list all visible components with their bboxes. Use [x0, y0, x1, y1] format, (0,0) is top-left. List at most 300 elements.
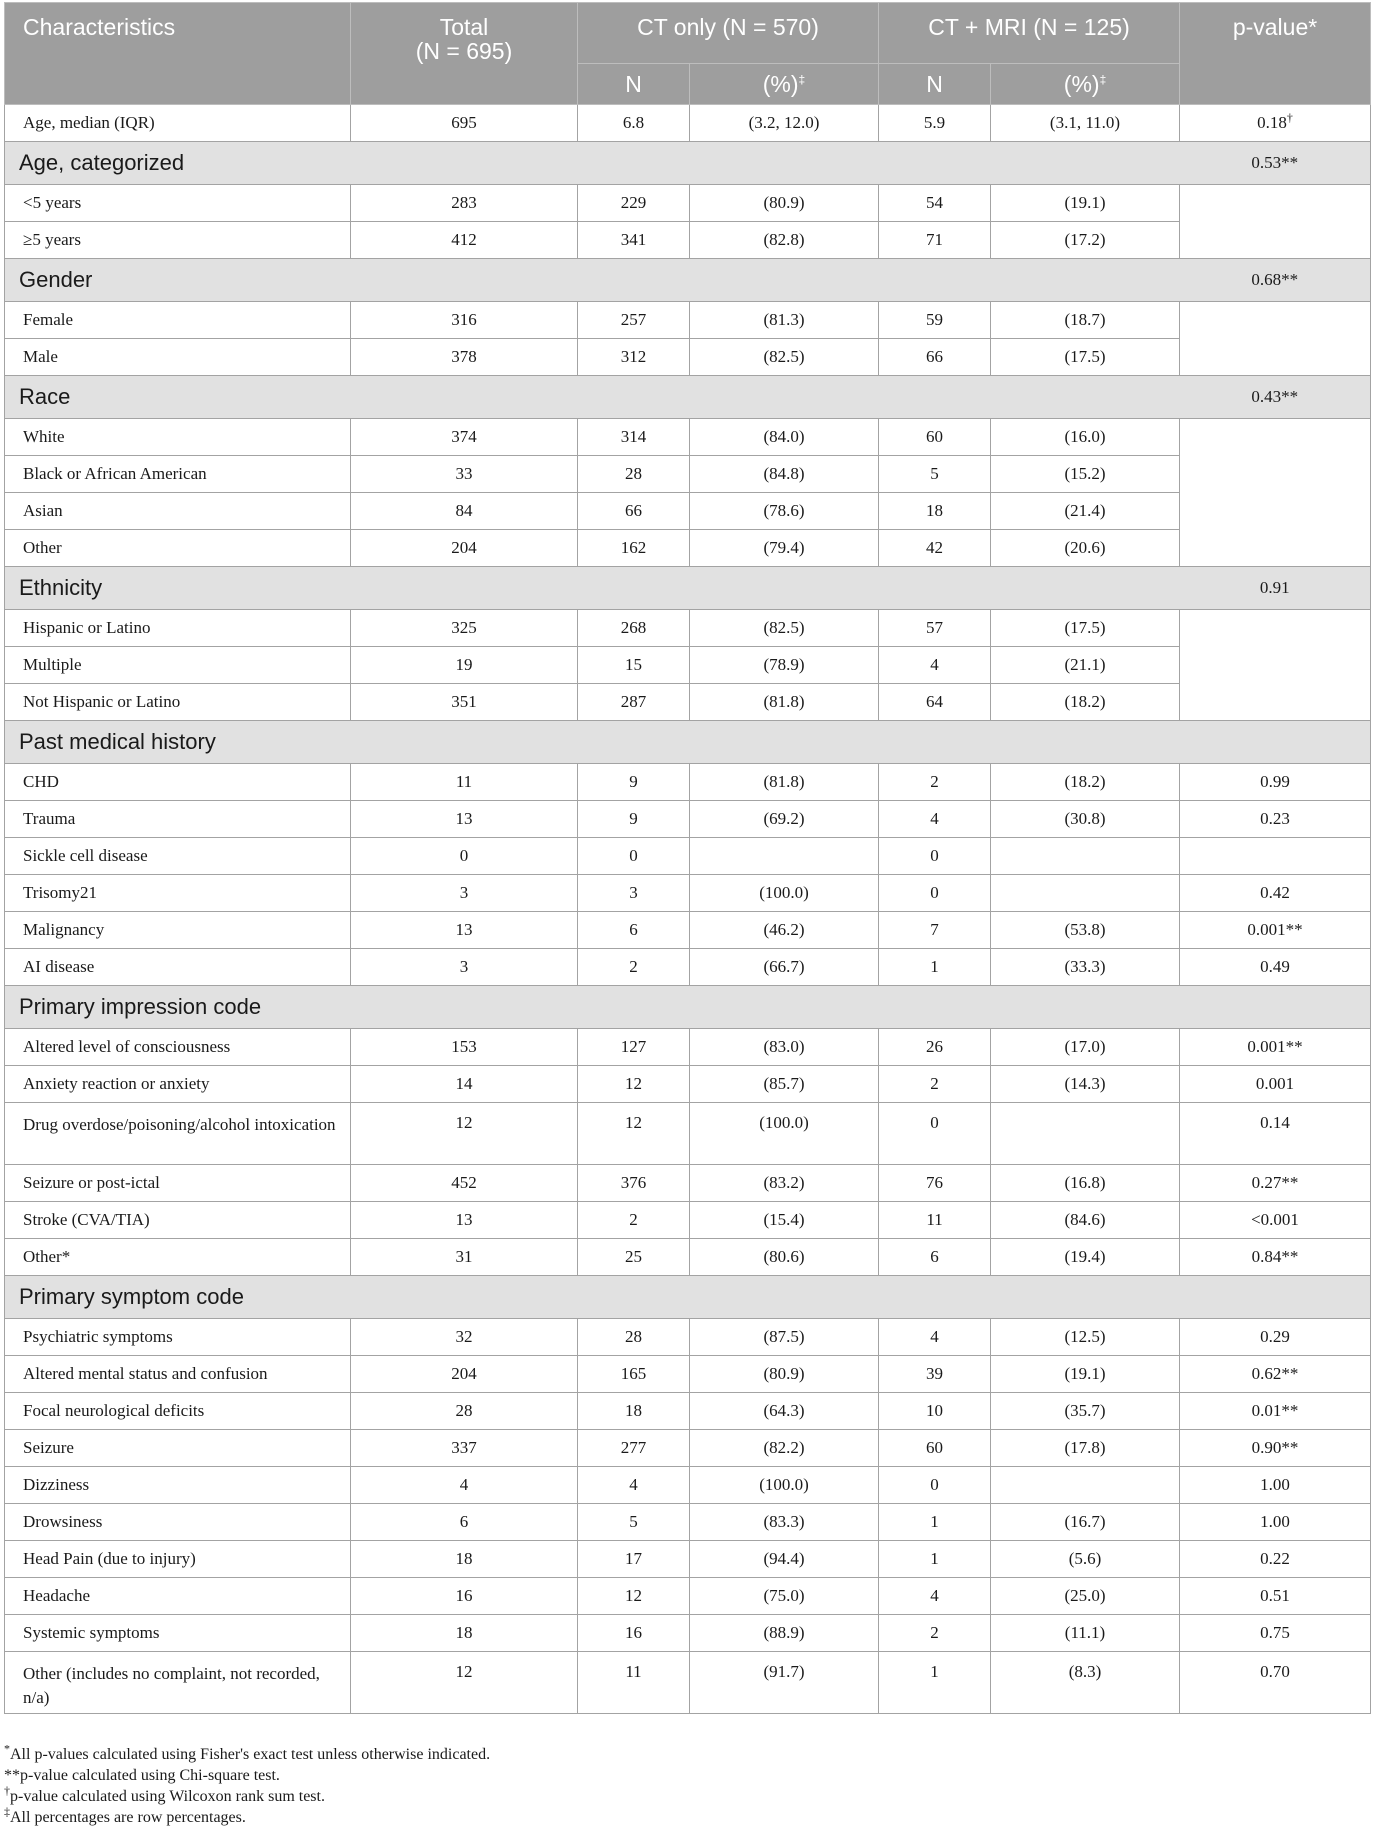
ct-pct-cell: (75.0)	[690, 1578, 879, 1615]
p-value-cell: 0.49	[1180, 949, 1371, 986]
total-cell: 204	[351, 530, 578, 567]
category-label: Past medical history	[5, 721, 1180, 764]
row-label: Seizure or post-ictal	[5, 1165, 351, 1202]
ct-n-cell: 28	[578, 456, 690, 493]
ct-n-cell: 376	[578, 1165, 690, 1202]
ct-n-cell: 4	[578, 1467, 690, 1504]
total-cell: 4	[351, 1467, 578, 1504]
ct-pct-cell: (82.5)	[690, 339, 879, 376]
p-value-cell: 0.29	[1180, 1319, 1371, 1356]
ct-pct-cell: (100.0)	[690, 1467, 879, 1504]
table-row	[5, 1467, 1371, 1504]
row-label: Trauma	[5, 801, 351, 838]
mri-pct-cell: (18.7)	[991, 302, 1180, 339]
category-label: Age, categorized	[5, 142, 1180, 185]
ct-pct-cell: (46.2)	[690, 912, 879, 949]
mri-n-cell: 0	[879, 1467, 991, 1504]
row-label: Not Hispanic or Latino	[5, 684, 351, 721]
total-cell: 374	[351, 419, 578, 456]
table-row	[5, 1430, 1371, 1467]
p-value-cell: 0.23	[1180, 801, 1371, 838]
ct-pct-cell: (80.9)	[690, 1356, 879, 1393]
footnote: †p-value calculated using Wilcoxon rank sum test.	[4, 1783, 325, 1805]
table-row	[5, 875, 1371, 912]
header-mri-pct: (%)‡	[991, 64, 1180, 105]
table-row	[5, 1652, 1371, 1714]
table-row	[5, 838, 1371, 875]
mri-n-cell: 0	[879, 1103, 991, 1165]
mri-n-cell: 1	[879, 1652, 991, 1714]
mri-pct-cell: (19.4)	[991, 1239, 1180, 1276]
p-value-cell: 0.70	[1180, 1652, 1371, 1714]
table-row	[5, 1202, 1371, 1239]
p-value-cell: 0.62**	[1180, 1356, 1371, 1393]
p-value-cell: 0.42	[1180, 875, 1371, 912]
p-value-cell: 1.00	[1180, 1504, 1371, 1541]
ct-pct-cell: (78.6)	[690, 493, 879, 530]
mri-n-cell: 4	[879, 1578, 991, 1615]
p-value-cell: 0.001**	[1180, 912, 1371, 949]
total-cell: 28	[351, 1393, 578, 1430]
mri-pct-cell: (53.8)	[991, 912, 1180, 949]
total-cell: 33	[351, 456, 578, 493]
ct-pct-cell: (81.8)	[690, 684, 879, 721]
ct-pct-cell: (66.7)	[690, 949, 879, 986]
header-total	[351, 3, 578, 105]
category-row	[5, 986, 1371, 1029]
total-cell: 3	[351, 875, 578, 912]
row-label: Altered level of consciousness	[5, 1029, 351, 1066]
p-value-cell: <0.001	[1180, 1202, 1371, 1239]
total-cell: 316	[351, 302, 578, 339]
footnotes	[4, 1741, 1370, 1828]
row-label: Head Pain (due to injury)	[5, 1541, 351, 1578]
ct-n-cell: 11	[578, 1652, 690, 1714]
ct-n-cell: 229	[578, 185, 690, 222]
ct-pct-cell: (78.9)	[690, 647, 879, 684]
category-label: Primary impression code	[5, 986, 1180, 1029]
table-row	[5, 1393, 1371, 1430]
mri-n-cell: 18	[879, 493, 991, 530]
ct-pct-cell: (81.3)	[690, 302, 879, 339]
table-row	[5, 1103, 1371, 1165]
mri-pct-cell: (14.3)	[991, 1066, 1180, 1103]
mri-n-cell: 2	[879, 1615, 991, 1652]
ct-n-cell: 18	[578, 1393, 690, 1430]
total-cell: 695	[351, 105, 578, 142]
table-row	[5, 222, 1371, 259]
row-label: AI disease	[5, 949, 351, 986]
row-label: Psychiatric symptoms	[5, 1319, 351, 1356]
table-row	[5, 764, 1371, 801]
mri-n-cell: 64	[879, 684, 991, 721]
ct-n-cell: 162	[578, 530, 690, 567]
ct-pct-cell: (100.0)	[690, 1103, 879, 1165]
mri-pct-cell: (17.8)	[991, 1430, 1180, 1467]
total-cell: 13	[351, 801, 578, 838]
row-label: Other (includes no complaint, not recorded, n/a)	[5, 1652, 351, 1714]
characteristics-table	[4, 2, 1371, 1714]
ct-pct-cell: (83.0)	[690, 1029, 879, 1066]
row-label: Altered mental status and confusion	[5, 1356, 351, 1393]
mri-pct-cell: (17.5)	[991, 610, 1180, 647]
table-row	[5, 1578, 1371, 1615]
total-cell: 14	[351, 1066, 578, 1103]
mri-n-cell: 54	[879, 185, 991, 222]
mri-pct-cell: (8.3)	[991, 1652, 1180, 1714]
total-cell: 16	[351, 1578, 578, 1615]
p-value-cell	[1180, 610, 1371, 721]
mri-pct-cell: (25.0)	[991, 1578, 1180, 1615]
ct-pct-cell: (82.2)	[690, 1430, 879, 1467]
p-value-cell: 0.001	[1180, 1066, 1371, 1103]
table-row	[5, 1356, 1371, 1393]
p-value-cell: 0.22	[1180, 1541, 1371, 1578]
header-ct-only: CT only (N = 570)	[578, 3, 879, 64]
total-cell: 12	[351, 1652, 578, 1714]
table-row	[5, 1029, 1371, 1066]
table-container	[4, 2, 1370, 1714]
row-label: Hispanic or Latino	[5, 610, 351, 647]
total-cell: 337	[351, 1430, 578, 1467]
row-label: Anxiety reaction or anxiety	[5, 1066, 351, 1103]
table-row	[5, 949, 1371, 986]
mri-pct-cell	[991, 838, 1180, 875]
p-value-cell: 0.51	[1180, 1578, 1371, 1615]
table-row	[5, 1541, 1371, 1578]
ct-n-cell: 287	[578, 684, 690, 721]
table-row	[5, 1319, 1371, 1356]
table-row	[5, 1066, 1371, 1103]
row-label: Other	[5, 530, 351, 567]
footnote: **p-value calculated using Chi-square test.	[4, 1767, 280, 1784]
total-cell: 325	[351, 610, 578, 647]
footnote: *All p-values calculated using Fisher's exact test unless otherwise indicated.	[4, 1741, 491, 1763]
mri-pct-cell: (84.6)	[991, 1202, 1180, 1239]
ct-n-cell: 5	[578, 1504, 690, 1541]
mri-n-cell: 57	[879, 610, 991, 647]
ct-n-cell: 6.8	[578, 105, 690, 142]
category-row	[5, 567, 1371, 610]
mri-n-cell: 2	[879, 1066, 991, 1103]
p-value-cell	[1180, 419, 1371, 567]
mri-n-cell: 5.9	[879, 105, 991, 142]
total-cell: 84	[351, 493, 578, 530]
table-row	[5, 1615, 1371, 1652]
row-label: Other*	[5, 1239, 351, 1276]
ct-pct-cell: (84.0)	[690, 419, 879, 456]
ct-pct-cell: (15.4)	[690, 1202, 879, 1239]
mri-n-cell: 60	[879, 1430, 991, 1467]
p-value-cell: 0.99	[1180, 764, 1371, 801]
category-row	[5, 376, 1371, 419]
ct-n-cell: 314	[578, 419, 690, 456]
table-row	[5, 456, 1371, 493]
mri-n-cell: 0	[879, 875, 991, 912]
row-label: Stroke (CVA/TIA)	[5, 1202, 351, 1239]
p-value-cell: 1.00	[1180, 1467, 1371, 1504]
ct-pct-cell: (83.3)	[690, 1504, 879, 1541]
row-label: Drowsiness	[5, 1504, 351, 1541]
row-label: Asian	[5, 493, 351, 530]
category-p-value: 0.53**	[1180, 142, 1371, 185]
ct-pct-cell: (87.5)	[690, 1319, 879, 1356]
ct-pct-cell: (69.2)	[690, 801, 879, 838]
mri-pct-cell: (16.7)	[991, 1504, 1180, 1541]
table-row	[5, 105, 1371, 142]
total-cell: 351	[351, 684, 578, 721]
table-row	[5, 419, 1371, 456]
mri-n-cell: 76	[879, 1165, 991, 1202]
ct-n-cell: 16	[578, 1615, 690, 1652]
ct-n-cell: 6	[578, 912, 690, 949]
mri-n-cell: 4	[879, 647, 991, 684]
mri-n-cell: 0	[879, 838, 991, 875]
category-p-value	[1180, 1276, 1371, 1319]
ct-pct-cell: (79.4)	[690, 530, 879, 567]
total-cell: 31	[351, 1239, 578, 1276]
row-label: Malignancy	[5, 912, 351, 949]
ct-n-cell: 341	[578, 222, 690, 259]
row-label: Headache	[5, 1578, 351, 1615]
ct-pct-cell: (91.7)	[690, 1652, 879, 1714]
total-cell: 204	[351, 1356, 578, 1393]
header-ct-n: N	[578, 64, 690, 105]
mri-pct-cell: (35.7)	[991, 1393, 1180, 1430]
mri-pct-cell: (33.3)	[991, 949, 1180, 986]
mri-n-cell: 42	[879, 530, 991, 567]
mri-n-cell: 66	[879, 339, 991, 376]
p-value-cell	[1180, 302, 1371, 376]
total-cell: 32	[351, 1319, 578, 1356]
mri-n-cell: 1	[879, 949, 991, 986]
total-cell: 19	[351, 647, 578, 684]
ct-pct-cell: (80.9)	[690, 185, 879, 222]
total-cell: 12	[351, 1103, 578, 1165]
ct-n-cell: 0	[578, 838, 690, 875]
category-row	[5, 1276, 1371, 1319]
ct-n-cell: 268	[578, 610, 690, 647]
header-characteristics: Characteristics	[5, 3, 351, 105]
ct-n-cell: 312	[578, 339, 690, 376]
category-label: Primary symptom code	[5, 1276, 1180, 1319]
mri-pct-cell: (15.2)	[991, 456, 1180, 493]
row-label: ≥5 years	[5, 222, 351, 259]
category-p-value	[1180, 986, 1371, 1029]
category-label: Gender	[5, 259, 1180, 302]
row-label: Trisomy21	[5, 875, 351, 912]
ct-n-cell: 257	[578, 302, 690, 339]
header-p-value: p-value*	[1180, 3, 1371, 105]
ct-pct-cell: (84.8)	[690, 456, 879, 493]
ct-pct-cell	[690, 838, 879, 875]
ct-n-cell: 9	[578, 801, 690, 838]
ct-pct-cell: (94.4)	[690, 1541, 879, 1578]
p-value-cell	[1180, 185, 1371, 259]
row-label: Black or African American	[5, 456, 351, 493]
category-row	[5, 721, 1371, 764]
category-p-value: 0.68**	[1180, 259, 1371, 302]
table-row	[5, 339, 1371, 376]
ct-n-cell: 12	[578, 1578, 690, 1615]
ct-n-cell: 12	[578, 1103, 690, 1165]
mri-pct-cell: (19.1)	[991, 185, 1180, 222]
ct-pct-cell: (3.2, 12.0)	[690, 105, 879, 142]
ct-pct-cell: (88.9)	[690, 1615, 879, 1652]
ct-n-cell: 277	[578, 1430, 690, 1467]
total-cell: 6	[351, 1504, 578, 1541]
row-label: Focal neurological deficits	[5, 1393, 351, 1430]
ct-pct-cell: (85.7)	[690, 1066, 879, 1103]
table-row	[5, 912, 1371, 949]
mri-pct-cell: (20.6)	[991, 530, 1180, 567]
ct-n-cell: 9	[578, 764, 690, 801]
total-cell: 3	[351, 949, 578, 986]
total-cell: 283	[351, 185, 578, 222]
total-cell: 452	[351, 1165, 578, 1202]
row-label: Multiple	[5, 647, 351, 684]
mri-pct-cell: (12.5)	[991, 1319, 1180, 1356]
ct-n-cell: 12	[578, 1066, 690, 1103]
total-cell: 0	[351, 838, 578, 875]
ct-n-cell: 2	[578, 1202, 690, 1239]
mri-n-cell: 2	[879, 764, 991, 801]
mri-pct-cell	[991, 1103, 1180, 1165]
p-value-cell: 0.14	[1180, 1103, 1371, 1165]
mri-pct-cell: (18.2)	[991, 684, 1180, 721]
row-label: <5 years	[5, 185, 351, 222]
mri-pct-cell	[991, 875, 1180, 912]
p-value-cell: 0.27**	[1180, 1165, 1371, 1202]
p-value-cell	[1180, 838, 1371, 875]
mri-n-cell: 60	[879, 419, 991, 456]
table-row	[5, 302, 1371, 339]
mri-pct-cell: (16.0)	[991, 419, 1180, 456]
mri-n-cell: 59	[879, 302, 991, 339]
mri-n-cell: 5	[879, 456, 991, 493]
table-row	[5, 185, 1371, 222]
ct-n-cell: 2	[578, 949, 690, 986]
category-p-value: 0.91	[1180, 567, 1371, 610]
total-cell: 18	[351, 1615, 578, 1652]
row-label: Seizure	[5, 1430, 351, 1467]
row-label: Systemic symptoms	[5, 1615, 351, 1652]
total-cell: 378	[351, 339, 578, 376]
p-value-cell: 0.75	[1180, 1615, 1371, 1652]
header-ct-pct: (%)‡	[690, 64, 879, 105]
table-row	[5, 1504, 1371, 1541]
ct-pct-cell: (83.2)	[690, 1165, 879, 1202]
total-cell: 18	[351, 1541, 578, 1578]
total-cell: 11	[351, 764, 578, 801]
mri-n-cell: 11	[879, 1202, 991, 1239]
row-label: Male	[5, 339, 351, 376]
total-cell: 13	[351, 1202, 578, 1239]
row-label: Dizziness	[5, 1467, 351, 1504]
mri-n-cell: 6	[879, 1239, 991, 1276]
ct-n-cell: 28	[578, 1319, 690, 1356]
table-body	[5, 105, 1371, 1714]
mri-pct-cell: (30.8)	[991, 801, 1180, 838]
mri-pct-cell: (16.8)	[991, 1165, 1180, 1202]
mri-pct-cell: (5.6)	[991, 1541, 1180, 1578]
mri-pct-cell: (3.1, 11.0)	[991, 105, 1180, 142]
mri-n-cell: 4	[879, 801, 991, 838]
mri-n-cell: 7	[879, 912, 991, 949]
table-row	[5, 1239, 1371, 1276]
row-label: Age, median (IQR)	[5, 105, 351, 142]
ct-n-cell: 165	[578, 1356, 690, 1393]
ct-pct-cell: (100.0)	[690, 875, 879, 912]
row-label: Drug overdose/poisoning/alcohol intoxication	[5, 1103, 351, 1165]
category-p-value: 0.43**	[1180, 376, 1371, 419]
ct-n-cell: 17	[578, 1541, 690, 1578]
total-cell: 13	[351, 912, 578, 949]
mri-pct-cell: (17.2)	[991, 222, 1180, 259]
header-ct-mri: CT + MRI (N = 125)	[879, 3, 1180, 64]
table-row	[5, 801, 1371, 838]
mri-pct-cell: (17.0)	[991, 1029, 1180, 1066]
table-row	[5, 493, 1371, 530]
mri-n-cell: 26	[879, 1029, 991, 1066]
row-label: Female	[5, 302, 351, 339]
mri-n-cell: 4	[879, 1319, 991, 1356]
row-label: CHD	[5, 764, 351, 801]
p-value-cell: 0.01**	[1180, 1393, 1371, 1430]
category-label: Race	[5, 376, 1180, 419]
p-value-cell: 0.18†	[1180, 105, 1371, 142]
mri-n-cell: 39	[879, 1356, 991, 1393]
table-row	[5, 610, 1371, 647]
mri-pct-cell: (21.1)	[991, 647, 1180, 684]
footnote: ‡All percentages are row percentages.	[4, 1804, 246, 1826]
ct-pct-cell: (80.6)	[690, 1239, 879, 1276]
ct-pct-cell: (81.8)	[690, 764, 879, 801]
mri-pct-cell: (18.2)	[991, 764, 1180, 801]
p-value-cell: 0.90**	[1180, 1430, 1371, 1467]
mri-pct-cell: (17.5)	[991, 339, 1180, 376]
table-row	[5, 684, 1371, 721]
category-row	[5, 142, 1371, 185]
p-value-cell: 0.84**	[1180, 1239, 1371, 1276]
ct-pct-cell: (82.5)	[690, 610, 879, 647]
category-p-value	[1180, 721, 1371, 764]
mri-n-cell: 1	[879, 1541, 991, 1578]
ct-pct-cell: (82.8)	[690, 222, 879, 259]
category-row	[5, 259, 1371, 302]
ct-n-cell: 15	[578, 647, 690, 684]
ct-pct-cell: (64.3)	[690, 1393, 879, 1430]
mri-pct-cell: (11.1)	[991, 1615, 1180, 1652]
ct-n-cell: 66	[578, 493, 690, 530]
mri-pct-cell	[991, 1467, 1180, 1504]
header-total-n: (N = 695)	[415, 38, 513, 64]
ct-n-cell: 127	[578, 1029, 690, 1066]
mri-pct-cell: (21.4)	[991, 493, 1180, 530]
p-value-cell: 0.001**	[1180, 1029, 1371, 1066]
mri-n-cell: 10	[879, 1393, 991, 1430]
table-row	[5, 1165, 1371, 1202]
mri-pct-cell: (19.1)	[991, 1356, 1180, 1393]
mri-n-cell: 1	[879, 1504, 991, 1541]
header-total-label: Total	[439, 14, 489, 40]
total-cell: 153	[351, 1029, 578, 1066]
row-label: White	[5, 419, 351, 456]
row-label: Sickle cell disease	[5, 838, 351, 875]
mri-n-cell: 71	[879, 222, 991, 259]
table-row	[5, 647, 1371, 684]
total-cell: 412	[351, 222, 578, 259]
